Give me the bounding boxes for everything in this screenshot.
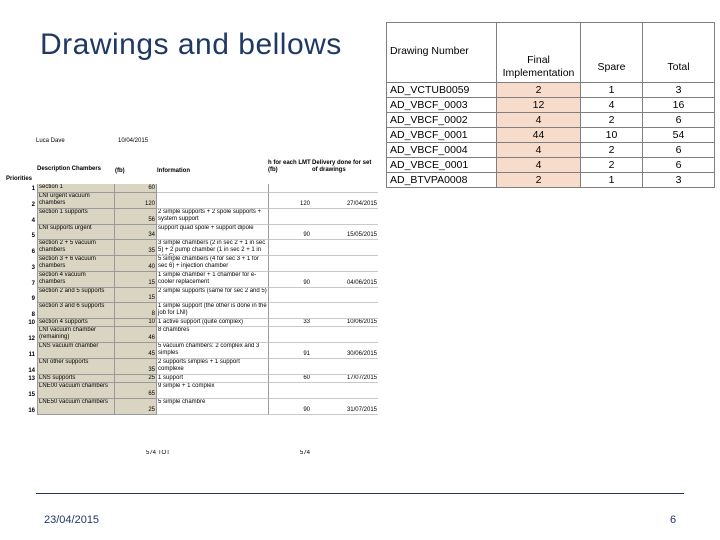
fb-cell: 35 (115, 240, 157, 256)
priority-cell: 4 (31, 218, 35, 224)
information-cell: 5 simple chambers (4 for sec 3 + 1 for sec 6) + injection chamber (157, 256, 269, 272)
h-each-cell: 90 (269, 272, 311, 288)
total-cell: 6 (643, 158, 715, 173)
information-cell (157, 193, 269, 209)
h-each-cell (269, 327, 311, 343)
information-cell: 5 vacuum chambers: 2 complex and 3 simples (157, 343, 269, 359)
fb-cell: 34 (115, 225, 157, 240)
drawing-row (387, 173, 715, 188)
total-cell: 54 (643, 128, 715, 143)
sheet-row (6, 272, 378, 288)
drawing-number-cell: AD_VBCF_0002 (387, 113, 497, 128)
drawing-row (387, 83, 715, 98)
priority-cell: 10 (28, 320, 35, 326)
description-cell: section 3 + 6 vacuum chambers (37, 256, 115, 272)
h-each-cell (269, 184, 311, 193)
delivery-date-cell (311, 288, 378, 303)
spare-cell: 4 (581, 98, 643, 113)
h-each-cell: 91 (269, 343, 311, 359)
total-cell: 6 (643, 113, 715, 128)
header-information: Information (157, 168, 190, 174)
header-drawing-number: Drawing Number (387, 23, 497, 83)
drawing-number-cell: AD_BTVPA0008 (387, 173, 497, 188)
drawing-row (387, 143, 715, 158)
information-cell: 1 simple chamber + 1 chamber for e-cooler replacement (157, 272, 269, 288)
final-impl-cell: 12 (497, 98, 581, 113)
spare-cell: 2 (581, 143, 643, 158)
sheet-date: 10/04/2015 (118, 138, 149, 144)
priority-cell: 3 (31, 265, 35, 271)
description-cell: section 4 vacuum chambers (37, 272, 115, 288)
sheet-row (6, 240, 378, 256)
sheet-row (6, 399, 378, 415)
sheet-row (6, 209, 378, 225)
sheet-row (6, 303, 378, 319)
priority-cell: 2 (31, 202, 35, 208)
header-fb: (fb) (115, 168, 125, 174)
h-each-cell: 60 (269, 375, 311, 383)
priority-cell: 9 (31, 296, 35, 302)
description-cell: LNI vacuum chamber (remaining) (37, 327, 115, 343)
description-cell: section 2 + 5 vacuum chambers (37, 240, 115, 256)
delivery-date-cell (311, 383, 378, 399)
fb-cell: 56 (115, 209, 157, 225)
drawing-row (387, 113, 715, 128)
description-cell: LNI supports urgent (37, 225, 115, 240)
sheet-row (6, 225, 378, 240)
h-each-cell: 120 (269, 193, 311, 209)
information-cell: 1 simple support (the other is done in the job for LNI) (157, 303, 269, 319)
h-each-cell (269, 359, 311, 375)
information-cell: 2 simple supports (same for sec 2 and 5) (157, 288, 269, 303)
sheet-row (6, 319, 378, 327)
drawing-table (386, 22, 715, 188)
delivery-date-cell (311, 240, 378, 256)
delivery-date-cell (311, 256, 378, 272)
priority-cell: 8 (31, 312, 35, 318)
sheet-row (6, 375, 378, 383)
fb-cell: 120 (115, 193, 157, 209)
drawing-table-container (386, 22, 714, 188)
spare-cell: 10 (581, 128, 643, 143)
delivery-date-cell: 04/06/2015 (311, 272, 378, 288)
h-each-cell (269, 209, 311, 225)
total-label: TOT (158, 450, 170, 456)
fb-cell: 15 (115, 272, 157, 288)
sheet-row (6, 256, 378, 272)
sheet-row (6, 383, 378, 399)
description-cell: section 1 (37, 184, 115, 193)
delivery-date-cell: 10/06/2015 (311, 319, 378, 327)
total-cell: 16 (643, 98, 715, 113)
drawing-row (387, 158, 715, 173)
priority-cell: 15 (28, 392, 35, 398)
delivery-date-cell: 27/04/2015 (311, 193, 378, 209)
sheet-total-row (6, 450, 378, 458)
total-cell: 6 (643, 143, 715, 158)
header-spare: Spare (581, 23, 643, 83)
priority-cell: 13 (28, 376, 35, 382)
information-cell: 1 support (157, 375, 269, 383)
description-cell: section 2 and 5 supports (37, 288, 115, 303)
delivery-date-cell (311, 327, 378, 343)
fb-cell: 45 (115, 343, 157, 359)
sheet-row (6, 343, 378, 359)
information-cell: 3 simple chambers (2 in sec 2 + 1 in sec 5) + 2 pump chamber (1 in sec 2 + 1 in (157, 240, 269, 256)
information-cell: 8 chambres (157, 327, 269, 343)
fb-cell: 46 (115, 327, 157, 343)
description-cell: LNI other supports (37, 359, 115, 375)
h-each-cell (269, 303, 311, 319)
description-cell: LNS supports (37, 375, 115, 383)
sheet-row (6, 184, 378, 193)
information-cell: 9 simple + 1 complex (157, 383, 269, 399)
h-each-cell: 90 (269, 399, 311, 415)
information-cell: 1 active support (quite complex) (157, 319, 269, 327)
spreadsheet-embed (6, 138, 378, 460)
final-impl-cell: 44 (497, 128, 581, 143)
header-delivery: Delivery done for set of drawings (312, 160, 372, 173)
delivery-date-cell: 30/06/2015 (311, 343, 378, 359)
information-cell: 2 simple supports + 2 spole supports + system support (157, 209, 269, 225)
delivery-date-cell (311, 209, 378, 225)
fb-cell: 35 (115, 359, 157, 375)
description-cell: section 4 supports (37, 319, 115, 327)
drawing-table-body (387, 83, 715, 188)
h-each-cell (269, 256, 311, 272)
footer-date: 23/04/2015 (44, 514, 100, 526)
header-h-each: h for each LMT (fb) (268, 160, 311, 173)
spare-cell: 1 (581, 83, 643, 98)
final-impl-cell: 2 (497, 173, 581, 188)
slide-title: Drawings and bellows (40, 28, 342, 61)
drawing-row (387, 98, 715, 113)
fb-cell: 15 (115, 288, 157, 303)
fb-cell: 65 (115, 383, 157, 399)
drawing-number-cell: AD_VCTUB0059 (387, 83, 497, 98)
description-cell: section 1 supports (37, 209, 115, 225)
information-cell: 2 supports simples + 1 support complexe (157, 359, 269, 375)
h-each-cell (269, 383, 311, 399)
sheet-row (6, 359, 378, 375)
priority-cell: 7 (31, 281, 35, 287)
fb-cell: 25 (115, 399, 157, 415)
total-cell: 3 (643, 173, 715, 188)
sheet-row (6, 288, 378, 303)
priority-cell: 14 (28, 368, 35, 374)
drawing-number-cell: AD_VBCF_0003 (387, 98, 497, 113)
description-cell: LNS vacuum chamber (37, 343, 115, 359)
drawing-row (387, 128, 715, 143)
fb-cell: 25 (115, 375, 157, 383)
delivery-date-cell (311, 184, 378, 193)
sheet-author: Luca Dave (36, 138, 65, 144)
priority-cell: 6 (31, 249, 35, 255)
description-cell: LNE00 vacuum chambers (37, 383, 115, 399)
description-cell: LNI urgent vacuum chambers (37, 193, 115, 209)
drawing-number-cell: AD_VBCE_0001 (387, 158, 497, 173)
final-impl-cell: 4 (497, 113, 581, 128)
sheet-row (6, 327, 378, 343)
header-total: Total (643, 23, 715, 83)
total-cell: 3 (643, 83, 715, 98)
delivery-date-cell (311, 359, 378, 375)
spare-cell: 1 (581, 173, 643, 188)
final-impl-cell: 4 (497, 143, 581, 158)
h-each-cell: 33 (269, 319, 311, 327)
delivery-date-cell (311, 303, 378, 319)
priority-cell: 12 (28, 336, 35, 342)
drawing-number-cell: AD_VBCF_0004 (387, 143, 497, 158)
spare-cell: 2 (581, 158, 643, 173)
description-cell: section 3 and 6 supports (37, 303, 115, 319)
final-impl-cell: 2 (497, 83, 581, 98)
fb-cell: 10 (115, 319, 157, 327)
h-each-cell (269, 240, 311, 256)
final-impl-cell: 4 (497, 158, 581, 173)
priority-cell: 11 (28, 352, 35, 358)
delivery-date-cell: 17/07/2015 (311, 375, 378, 383)
information-cell: 5 simple chambre (157, 399, 269, 415)
page-number: 6 (670, 514, 677, 526)
delivery-date-cell: 31/07/2015 (311, 399, 378, 415)
fb-cell: 40 (115, 256, 157, 272)
drawing-number-cell: AD_VBCF_0001 (387, 128, 497, 143)
header-description: Description Chambers (37, 166, 102, 172)
sheet-row (6, 193, 378, 209)
priority-cell: 5 (31, 233, 35, 239)
h-each-cell: 90 (269, 225, 311, 240)
fb-cell: 60 (115, 184, 157, 193)
header-final-implementation: Final Implementation (497, 23, 581, 83)
h-each-cell (269, 288, 311, 303)
footer-divider (36, 493, 684, 494)
fb-cell: 8 (115, 303, 157, 319)
priority-cell: 1 (31, 186, 35, 192)
description-cell: LNE50 vacuum chambers (37, 399, 115, 415)
information-cell (157, 184, 269, 193)
total-fb: 574 (145, 450, 156, 456)
priority-cell: 16 (28, 408, 35, 414)
total-h: 574 (299, 450, 310, 456)
header-priorities: Priorities (6, 176, 33, 182)
spare-cell: 2 (581, 113, 643, 128)
information-cell: support quad spole + support dipole (157, 225, 269, 240)
delivery-date-cell: 15/05/2015 (311, 225, 378, 240)
